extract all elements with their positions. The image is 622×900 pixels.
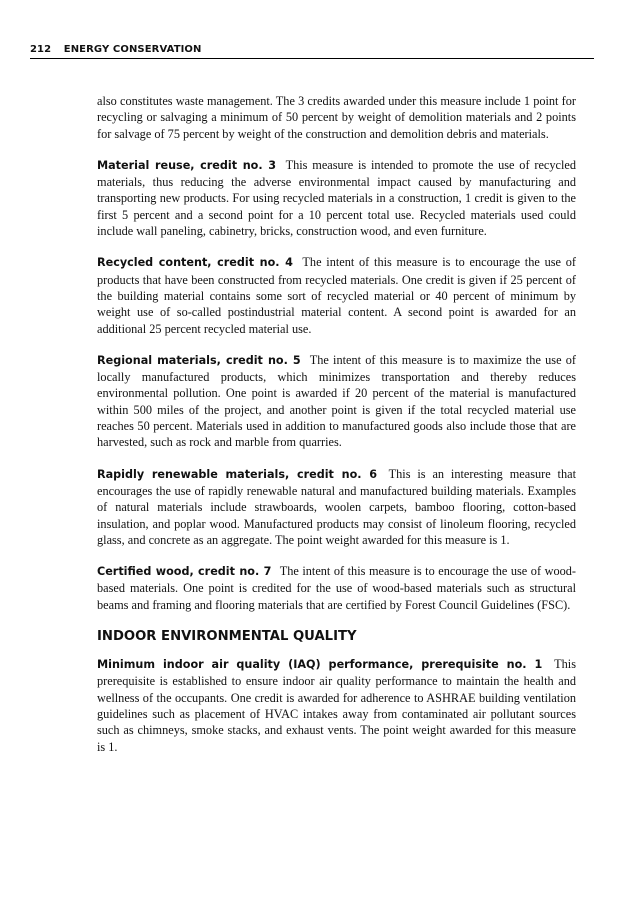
run-in-heading: Rapidly renewable materials, credit no. 6 [97,467,377,481]
body-text [97,93,576,770]
paragraph-text: This prerequisite is established to ensure indoor air quality performance to maintain the health and wellness of the occupants. One credit is awarded for adherence to ASHRAE building ventilation guidelines such as placement of HVAC intakes away from contaminated air pollutant sources such as chimneys, smoke stacks, and exhaust vents. The point weight awarded for this measure is 1. [97,657,576,754]
paragraph-text: also constitutes waste management. The 3 credits awarded under this measure include 1 point for recycling or salvaging a minimum of 50 percent by weight of demolition materials and 2 points for salvage of 75 percent by weight of the construction and demolition debris and materials. [97,94,576,141]
paragraph-recycled-content [97,254,576,336]
run-in-heading: Regional materials, credit no. 5 [97,353,301,367]
run-in-heading: Minimum indoor air quality (IAQ) performance, prerequisite no. 1 [97,658,543,672]
paragraph-rapidly-renewable [97,466,576,548]
paragraph-material-reuse [97,157,576,239]
paragraph-certified-wood [97,563,576,613]
paragraph-continuation [97,93,576,142]
running-head [30,44,594,55]
paragraph-text: The intent of this measure is to maximize the use of locally manufactured products, which minimizes transportation and thereby reduces environmental pollution. One point is awarded if 20 percent of the material is manufactured within 500 miles of the project, and another point is given if the total recycled material use reaches 50 percent. Materials used in addition to manufactured goods also include those that are harvested, such as rock and marble from quarries. [97,352,576,450]
header-rule [30,58,594,59]
run-in-heading: Recycled content, credit no. 4 [97,256,293,270]
run-in-heading: Material reuse, credit no. 3 [97,158,277,172]
paragraph-regional-materials [97,352,576,451]
paragraph-text: The intent of this measure is to encourage the use of wood-based materials. One point is credited for the use of wood-based materials such as structural beams and framing and flooring materials that are certified by Forest Council Guidelines (FSC). [97,564,576,612]
paragraph-iaq-performance [97,656,576,755]
run-in-heading: Certified wood, credit no. 7 [97,565,272,579]
page-number: 212 [30,44,52,55]
paragraph-text: The intent of this measure is to encourage the use of products that have been constructed from recycled materials. One credit is given if 25 percent of the building material contains some sort of recycled material or 40 percent of minimum by weight use of so-called postindustrial material content. A second point is awarded for an additional 25 percent recycled material use. [97,255,576,336]
paragraph-text: This measure is intended to promote the use of recycled materials, thus reducing the adverse environmental impact caused by manufacturing and transporting new products. For using recycled materials in a construction, 1 credit is given to the first 5 percent and a second point for a 10 percent total use. Recycled materials used could include wall paneling, cabinetry, bricks, construction wood, and even furniture. [97,157,576,239]
paragraph-text: This is an interesting measure that encourages the use of rapidly renewable natural and manufactured building materials. Examples of natural materials include strawboards, woolen carpets, bamboo flooring, cotton-based insulation, and poplar wood. Manufactured products may consist of linoleum flooring, recycled glass, and concrete as an aggregate. The point weight awarded for this measure is 1. [97,466,576,547]
section-heading: INDOOR ENVIRONMENTAL QUALITY [97,629,357,645]
running-title: ENERGY CONSERVATION [63,44,202,55]
